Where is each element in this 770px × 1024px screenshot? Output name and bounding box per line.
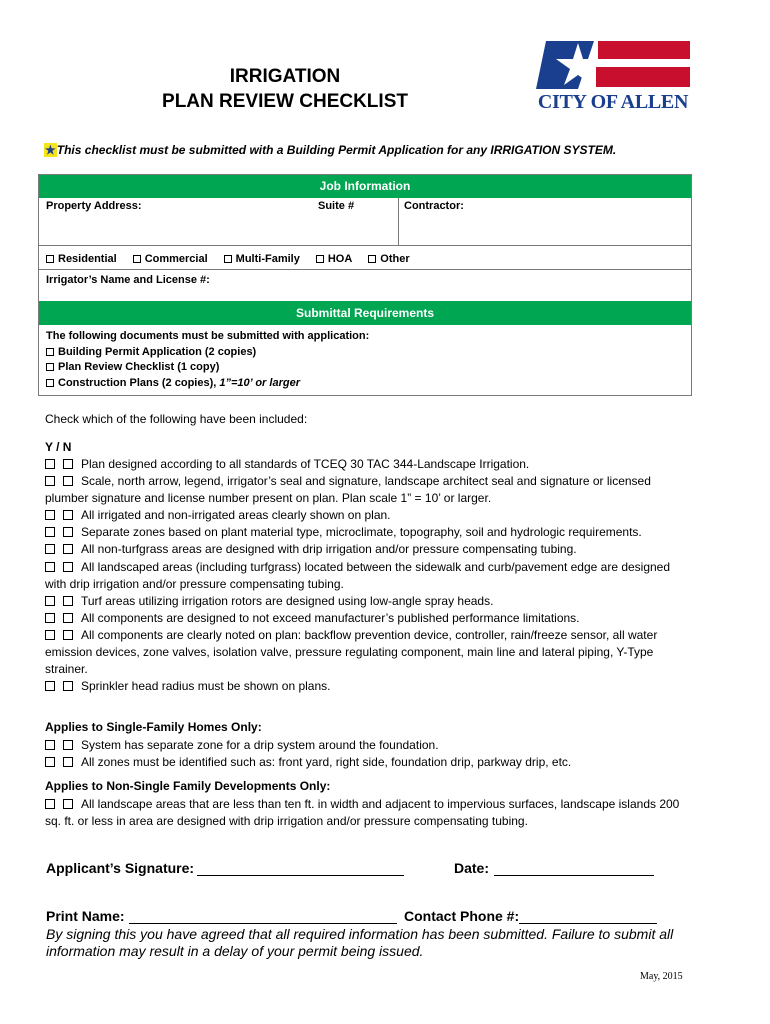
- checklist-item: All landscaped areas (including turfgrass) located between the sidewalk and curb/pavement edge are designed with drip irrigation and/or pressure compensating tubing.: [45, 559, 671, 591]
- no-checkbox[interactable]: [63, 544, 73, 554]
- yes-checkbox[interactable]: [45, 562, 55, 572]
- requirement-item: Plan Review Checklist (1 copy): [46, 360, 369, 376]
- applicant-signature-field[interactable]: [197, 875, 404, 876]
- no-checkbox[interactable]: [63, 740, 73, 750]
- checklist-item: All zones must be identified such as: front yard, right side, foundation drip, parkway drip, etc.: [45, 754, 685, 771]
- yes-checkbox[interactable]: [45, 527, 55, 537]
- multi-family-option[interactable]: Multi-Family: [224, 253, 300, 265]
- date-label: Date:: [454, 860, 490, 876]
- non-single-family-items: [45, 796, 685, 830]
- requirements-intro: The following documents must be submitted with application:: [46, 330, 370, 342]
- checklist-item: Sprinkler head radius must be shown on plans.: [45, 678, 685, 695]
- checkbox[interactable]: [368, 255, 376, 263]
- no-checkbox[interactable]: [63, 510, 73, 520]
- yes-checkbox[interactable]: [45, 757, 55, 767]
- yes-no-label: Y / N: [45, 440, 72, 454]
- no-checkbox[interactable]: [63, 476, 73, 486]
- yes-checkbox[interactable]: [45, 613, 55, 623]
- logo-red-bar-bottom: [596, 67, 690, 87]
- yes-checkbox[interactable]: [45, 544, 55, 554]
- logo-red-bar-top: [598, 41, 690, 59]
- checklist-item: All components are clearly noted on plan: backflow prevention device, controller, rain/freeze sensor, all water emission devices, zone valves, isolation valve, pressure regulating component, main line and lateral piping, Y-Type strainer.: [45, 627, 658, 677]
- yes-checkbox[interactable]: [45, 459, 55, 469]
- suite-label: Suite #: [318, 200, 355, 212]
- title-line-1: IRRIGATION: [229, 66, 341, 87]
- checklist-item: Plan designed according to all standards of TCEQ 30 TAC 344-Landscape Irrigation.: [45, 456, 685, 473]
- checklist-item: Separate zones based on plant material type, microclimate, topography, soil and hydrologic requirements.: [45, 524, 685, 541]
- non-single-family-heading: Applies to Non-Single Family Developments Only:: [45, 779, 331, 793]
- irrigator-label: Irrigator’s Name and License #:: [46, 274, 210, 286]
- scale-note: 1”=10’ or larger: [219, 376, 300, 389]
- job-information-header: Job Information: [39, 175, 691, 198]
- submission-notice: [44, 143, 616, 157]
- yes-checkbox[interactable]: [45, 630, 55, 640]
- yes-checkbox[interactable]: [45, 799, 55, 809]
- contact-phone-label: Contact Phone #:: [404, 908, 520, 924]
- commercial-option[interactable]: Commercial: [133, 253, 208, 265]
- checklist-item: All landscape areas that are less than ten ft. in width and adjacent to impervious surfaces, landscape islands 200 sq. ft. or less in area are designed with drip irrigation and/or pressure compensating tubing.: [45, 797, 680, 829]
- yes-checkbox[interactable]: [45, 681, 55, 691]
- hoa-option[interactable]: HOA: [316, 253, 352, 265]
- checkbox[interactable]: [133, 255, 141, 263]
- contact-phone-field[interactable]: [519, 923, 657, 924]
- star-icon: ★: [45, 143, 56, 157]
- no-checkbox[interactable]: [63, 681, 73, 691]
- no-checkbox[interactable]: [63, 596, 73, 606]
- applicant-signature-label: Applicant’s Signature:: [46, 860, 195, 876]
- yes-checkbox[interactable]: [45, 740, 55, 750]
- no-checkbox[interactable]: [63, 527, 73, 537]
- no-checkbox[interactable]: [63, 459, 73, 469]
- no-checkbox[interactable]: [63, 562, 73, 572]
- checklist-item: All non-turfgrass areas are designed with drip irrigation and/or pressure compensating tubing.: [45, 541, 685, 558]
- notice-text: This checklist must be submitted with a Building Permit Application for any IRRIGATION SYSTEM.: [56, 143, 617, 157]
- date-field[interactable]: [494, 875, 654, 876]
- other-option[interactable]: Other: [368, 253, 409, 265]
- checklist-items: [45, 456, 685, 695]
- page-title: [130, 64, 440, 114]
- submittal-requirements-list: [46, 329, 369, 391]
- checklist-item: All components are designed to not exceed manufacturer’s published performance limitations.: [45, 610, 685, 627]
- no-checkbox[interactable]: [63, 613, 73, 623]
- revision-date: May, 2015: [640, 971, 683, 982]
- no-checkbox[interactable]: [63, 630, 73, 640]
- single-family-items: [45, 737, 685, 771]
- yes-checkbox[interactable]: [45, 476, 55, 486]
- property-type-options: [46, 253, 426, 265]
- checkbox[interactable]: [46, 363, 54, 371]
- checklist-item: Scale, north arrow, legend, irrigator’s seal and signature, landscape architect seal and signature or licensed plumber signature and license number present on plan. Plan scale 1” = 10’ or larger.: [45, 474, 651, 506]
- checkbox[interactable]: [224, 255, 232, 263]
- logo-text: CITY OF ALLEN: [537, 91, 689, 113]
- checkbox[interactable]: [46, 379, 54, 387]
- print-name-label: Print Name:: [46, 908, 125, 924]
- yes-checkbox[interactable]: [45, 510, 55, 520]
- signature-disclaimer: By signing this you have agreed that all required information has been submitted. Failure to submit all information may result in a delay of your permit being issued.: [46, 926, 674, 959]
- checklist-intro: Check which of the following have been included:: [45, 412, 308, 426]
- checklist-item: Turf areas utilizing irrigation rotors are designed using low-angle spray heads.: [45, 593, 685, 610]
- property-address-label: Property Address:: [46, 200, 142, 212]
- checklist-item: System has separate zone for a drip system around the foundation.: [45, 737, 685, 754]
- residential-option[interactable]: Residential: [46, 253, 117, 265]
- checkbox[interactable]: [316, 255, 324, 263]
- contractor-label: Contractor:: [404, 200, 464, 212]
- submittal-requirements-header: Submittal Requirements: [39, 301, 691, 325]
- requirement-item: Building Permit Application (2 copies): [46, 345, 369, 361]
- checkbox[interactable]: [46, 255, 54, 263]
- requirement-item: Construction Plans (2 copies), 1”=10’ or larger: [46, 376, 369, 392]
- no-checkbox[interactable]: [63, 799, 73, 809]
- job-information-table: [38, 174, 692, 396]
- checkbox[interactable]: [46, 348, 54, 356]
- yes-checkbox[interactable]: [45, 596, 55, 606]
- no-checkbox[interactable]: [63, 757, 73, 767]
- title-line-2: PLAN REVIEW CHECKLIST: [162, 91, 408, 112]
- print-name-field[interactable]: [129, 923, 397, 924]
- single-family-heading: Applies to Single-Family Homes Only:: [45, 720, 262, 734]
- checklist-item: All irrigated and non-irrigated areas clearly shown on plan.: [45, 507, 685, 524]
